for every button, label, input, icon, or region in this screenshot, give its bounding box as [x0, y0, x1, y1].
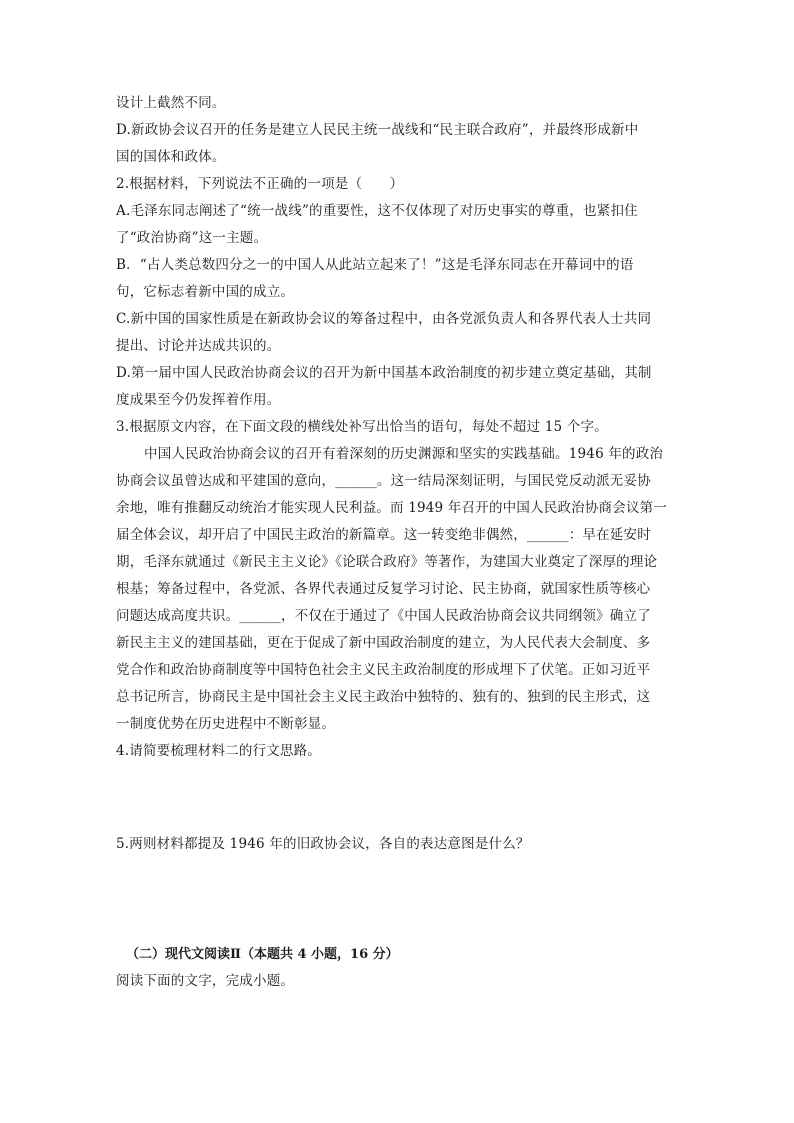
fill-in-passage — [116, 441, 678, 738]
option-b-line: B．“占人类总数四分之一的中国人从此站立起来了！”这是毛泽东同志在开幕词中的语 — [116, 257, 634, 273]
option-d-line: D.新政协会议召开的任务是建立人民民主统一战线和“民主联合政府”，并最终形成新中 — [116, 122, 639, 138]
passage-line: 余地，唯有推翻反动统治才能实现人民利益。而 1949 年召开的中国人民政治协商会议第一 — [116, 500, 668, 516]
passage-line: 新民主主义的建国基础，更在于促成了新中国政治制度的建立，为人民代表大会制度、多 — [116, 635, 651, 651]
passage-line: 问题达成高度共识。______，不仅在于通过了《中国人民政治协商会议共同纲领》确立了 — [116, 608, 651, 624]
question-block-top — [116, 90, 678, 441]
passage-line: 党合作和政治协商制度等中国特色社会主义民主政治制度的形成埋下了伏笔。正如习近平 — [116, 662, 651, 678]
text-line: 了“政治协商”这一主题。 — [116, 230, 268, 246]
text-line: 提出、讨论并达成共识的。 — [116, 338, 281, 354]
question-2-stem: 2.根据材料，下列说法不正确的一项是（ ） — [116, 176, 404, 192]
question-5: 5.两则材料都提及 1946 年的旧政协会议，各自的表达意图是什么？ — [116, 836, 530, 852]
question-4: 4.请简要梳理材料二的行文思路。 — [116, 743, 322, 759]
passage-line: 根基；筹备过程中，各党派、各界代表通过反复学习讨论、民主协商，就国家性质等核心 — [116, 581, 651, 597]
passage-line: 中国人民政治协商会议的召开有着深刻的历史渊源和坚实的实践基础。1946 年的政治 — [144, 446, 664, 462]
passage-line: 总书记所言，协商民主是中国社会主义民主政治中独特的、独有的、独到的民主形式，这 — [116, 689, 651, 705]
question-3-stem: 3.根据原文内容，在下面文段的横线处补写出恰当的语句，每处不超过 15 个字。 — [116, 419, 608, 435]
option-a-line: A.毛泽东同志阐述了“统一战线”的重要性，这不仅体现了对历史事实的尊重，也紧扣住 — [116, 203, 638, 219]
passage-line: 协商会议虽曾达成和平建国的意向，______。这一结局深刻证明，与国民党反动派无妥协 — [116, 473, 651, 489]
option-c-line: C.新中国的国家性质是在新政协会议的筹备过程中，由各党派负责人和各界代表人士共同 — [116, 311, 652, 327]
text-line: 设计上截然不同。 — [116, 95, 226, 111]
section-heading: （二）现代文阅读Ⅱ（本题共 4 小题，16 分） — [126, 947, 399, 962]
answer-space — [116, 765, 678, 831]
passage-line: 届全体会议，却开启了中国民主政治的新篇章。这一转变绝非偶然，______：早在延安时 — [116, 527, 651, 543]
option-d-line: D.第一届中国人民政治协商会议的召开为新中国基本政治制度的初步建立奠定基础，其制 — [116, 365, 652, 381]
section-instruction: 阅读下面的文字，完成小题。 — [116, 973, 295, 989]
document-page — [116, 90, 678, 995]
text-line: 句，它标志着新中国的成立。 — [116, 284, 295, 300]
text-line: 国的国体和政体。 — [116, 149, 226, 165]
answer-space — [116, 858, 678, 941]
passage-line: 一制度优势在历史进程中不断彰显。 — [116, 716, 336, 732]
passage-line: 期，毛泽东就通过《新民主主义论》《论联合政府》等著作，为建国大业奠定了深厚的理论 — [116, 554, 658, 570]
text-line: 度成果至今仍发挥着作用。 — [116, 392, 281, 408]
